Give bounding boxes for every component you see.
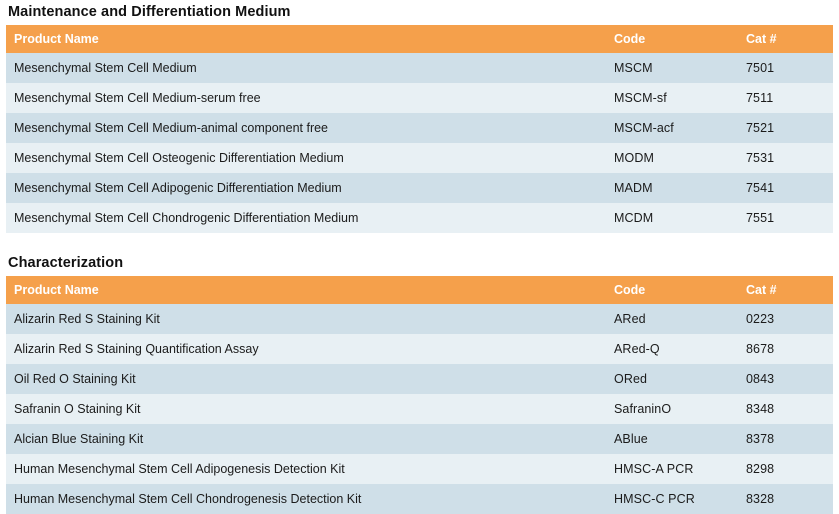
cell-product-name: Mesenchymal Stem Cell Medium-animal component free	[6, 113, 606, 143]
cell-code: MADM	[606, 173, 738, 203]
cell-product-name: Alizarin Red S Staining Quantification Assay	[6, 334, 606, 364]
cell-code: MSCM-acf	[606, 113, 738, 143]
section-title: Characterization	[8, 255, 124, 271]
cell-code: ARed-Q	[606, 334, 738, 364]
table-row	[6, 484, 833, 514]
table-header-row	[6, 276, 833, 304]
column-header-product-name: Product Name	[6, 25, 606, 53]
table-row	[6, 143, 833, 173]
table-row	[6, 334, 833, 364]
cell-cat-number: 0223	[738, 304, 833, 334]
cell-code: ARed	[606, 304, 738, 334]
cell-product-name: Mesenchymal Stem Cell Osteogenic Differentiation Medium	[6, 143, 606, 173]
cell-cat-number: 7501	[738, 53, 833, 83]
column-header-cat-number: Cat #	[738, 276, 833, 304]
cell-code: MSCM-sf	[606, 83, 738, 113]
cell-code: HMSC-C PCR	[606, 484, 738, 514]
cell-cat-number: 7531	[738, 143, 833, 173]
cell-cat-number: 8328	[738, 484, 833, 514]
table-body	[6, 304, 833, 514]
product-table	[6, 276, 833, 514]
product-table	[6, 25, 833, 233]
table-row	[6, 113, 833, 143]
cell-cat-number: 8298	[738, 454, 833, 484]
table-row	[6, 53, 833, 83]
cell-cat-number: 7511	[738, 83, 833, 113]
cell-cat-number: 8678	[738, 334, 833, 364]
cell-code: MSCM	[606, 53, 738, 83]
cell-cat-number: 7521	[738, 113, 833, 143]
cell-code: MCDM	[606, 203, 738, 233]
column-header-cat-number: Cat #	[738, 25, 833, 53]
cell-product-name: Mesenchymal Stem Cell Chondrogenic Differentiation Medium	[6, 203, 606, 233]
cell-product-name: Mesenchymal Stem Cell Medium	[6, 53, 606, 83]
column-header-code: Code	[606, 25, 738, 53]
cell-cat-number: 0843	[738, 364, 833, 394]
table-row	[6, 173, 833, 203]
cell-code: ABlue	[606, 424, 738, 454]
cell-code: SafraninO	[606, 394, 738, 424]
cell-code: HMSC-A PCR	[606, 454, 738, 484]
column-header-product-name: Product Name	[6, 276, 606, 304]
cell-product-name: Safranin O Staining Kit	[6, 394, 606, 424]
table-row	[6, 203, 833, 233]
cell-product-name: Human Mesenchymal Stem Cell Chondrogenesis Detection Kit	[6, 484, 606, 514]
cell-cat-number: 7541	[738, 173, 833, 203]
table-header	[6, 25, 833, 53]
column-header-code: Code	[606, 276, 738, 304]
cell-code: ORed	[606, 364, 738, 394]
cell-product-name: Mesenchymal Stem Cell Medium-serum free	[6, 83, 606, 113]
section-characterization	[6, 255, 833, 514]
section-maintenance-and-differentiation-medium	[6, 4, 833, 233]
table-body	[6, 53, 833, 233]
table-row	[6, 304, 833, 334]
table-header	[6, 276, 833, 304]
cell-product-name: Human Mesenchymal Stem Cell Adipogenesis Detection Kit	[6, 454, 606, 484]
cell-cat-number: 8348	[738, 394, 833, 424]
table-row	[6, 83, 833, 113]
cell-product-name: Mesenchymal Stem Cell Adipogenic Differentiation Medium	[6, 173, 606, 203]
cell-code: MODM	[606, 143, 738, 173]
cell-cat-number: 7551	[738, 203, 833, 233]
table-row	[6, 364, 833, 394]
table-header-row	[6, 25, 833, 53]
section-title: Maintenance and Differentiation Medium	[8, 4, 291, 20]
cell-product-name: Alizarin Red S Staining Kit	[6, 304, 606, 334]
cell-cat-number: 8378	[738, 424, 833, 454]
table-row	[6, 424, 833, 454]
cell-product-name: Alcian Blue Staining Kit	[6, 424, 606, 454]
table-row	[6, 454, 833, 484]
table-row	[6, 394, 833, 424]
cell-product-name: Oil Red O Staining Kit	[6, 364, 606, 394]
section-spacer	[6, 233, 833, 255]
